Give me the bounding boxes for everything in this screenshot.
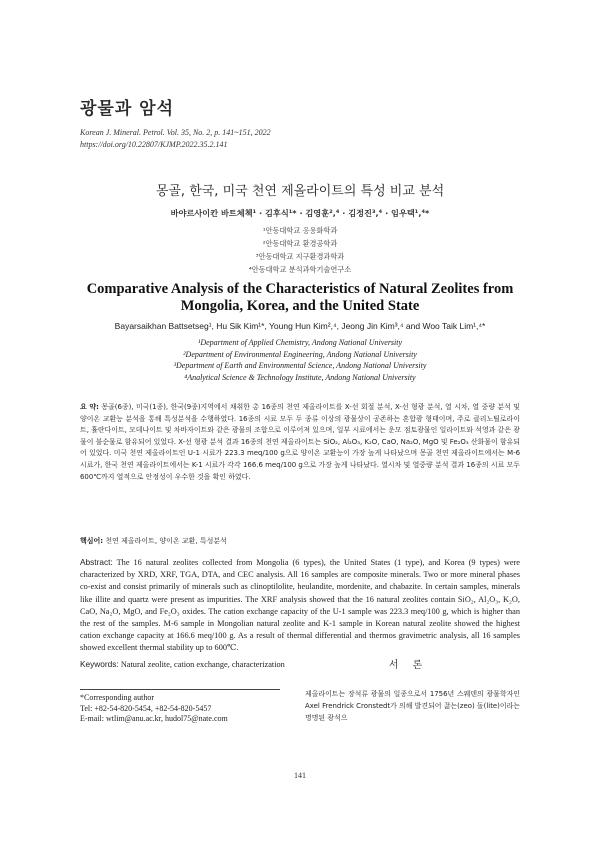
english-abstract-label: Abstract:: [80, 557, 113, 567]
korean-abstract-label: 요 약:: [80, 403, 99, 411]
korean-affiliation: ¹안동대학교 응용화학과: [262, 226, 338, 235]
footnote-email[interactable]: E-mail: wtlim@anu.ac.kr, hudol75@nate.com: [80, 714, 228, 723]
english-affiliation: ⁴Analytical Science & Technology Institute, Andong National University: [184, 372, 416, 382]
korean-abstract-text: 몽골(6종), 미국(1종), 한국(9종)지역에서 채취한 총 16종의 천연 제올라이트를 X-선 회절 분석, X-선 형광 분석, 열 시차, 열 중량 분석 및 양이온 교환능 분석을 통해 특성분석을 수행하였다. 16종의 시료 모두 두 종류 이상의 광물상이 공존하는 혼합광 형태이며, 주로 클리노틸로라이트, 휼란다이트, 모데나이트 및 차바자이트와 같은 광물의 조합으로 이루어져 있으며, 일부 시료에서는 운모 점토광물인 일라이트와 석영과 같은 광물이 불순물로 함유되어 있었다. X-선 형광 분석 결과 16종의 천연 제올라이트는 SiO₂, Al₂O₃, K₂O, CaO, Na₂O, MgO 및 Fe₂O₃ 산화물이 함유되어 있었다. 미국 천연 제올라이트인 U-1 시료가 223.3 meq/100 g으로 양이온 교환능이 가장 높게 나타났으며 몽골 천연 제올라이트에서는 M-6 시료가, 한국 천연 제올라이트에서는 K-1 시료가 각각 166.6 meq/100 g으로 가장 높게 나타났다. 열시차 및 열중량 분석 결과 16종의 시료 모두 600℃까지 열적으로 안정성이 우수한 것을 확인 하였다.: [80, 403, 520, 481]
journal-citation: [80, 127, 271, 151]
korean-affiliation: ²안동대학교 환경공학과: [262, 239, 338, 248]
journal-title: 광물과 암석: [80, 99, 175, 119]
english-keywords-text: Natural zeolite, cation exchange, characterization: [120, 660, 285, 669]
english-affiliation: ¹Department of Applied Chemistry, Andong National University: [197, 338, 403, 347]
korean-keywords-label: 핵심어:: [80, 537, 104, 545]
english-abstract: [80, 556, 520, 655]
introduction-text: 제올라이트는 장석류 광물의 일종으로서 1756년 스웨덴의 광물학자인 Axel Frendrick Cronstedt가 의해 발견되어 끓는(zeo) 돌(lite)이라는 명명된 광석으: [305, 690, 520, 722]
english-abstract-text: The 16 natural zeolites collected from Mongolia (6 types), the United States (1 type), and Korea (9 types) were characterized by XRD, XRF, TGA, DTA, and CEC analysis. All 16 samples are composite minerals. Two or more mineral phases co-exist and consist primarily of minerals such as clinoptilolite, heulandite, mordenite, and chabazite. In certain samples, minerals like illite and quartz were present as impurities. The XRF analysis showed that the 16 natural zeolites contain SiO₂, Al₂O₃, K₂O, CaO, Na₂O, MgO, and Fe₂O₃ oxides. The cation exchange capacity of the U-1 sample was 223.3 meq/100 g, which is higher than the rest of the samples. M-6 sample in Mongolian natural zeolite and K-1 sample in Korean natural zeolite showed the highest cation exchange capacity at 166.6 meq/100 g. As a result of thermal differential and thermos gravimetric analysis, all 16 samples showed excellent thermal stability up to 600℃.: [80, 558, 520, 653]
korean-title: 몽골, 한국, 미국 천연 제올라이트의 특성 비교 분석: [155, 184, 445, 199]
english-keywords-label: Keywords:: [80, 659, 119, 669]
english-affiliation: ³Department of Earth and Environmental Science, Andong National University: [173, 361, 427, 370]
citation-doi[interactable]: https://doi.org/10.22807/KJMP.2022.35.2.141: [80, 140, 228, 149]
korean-authors: 바야르사이칸 바트체첵¹ · 김후식¹* · 김영훈²,⁴ · 김정진³,⁴ · 임우택¹,⁴*: [170, 208, 430, 218]
page-number: 141: [294, 771, 306, 780]
english-authors: Bayarsaikhan Battsetseg¹, Hu Sik Kim¹*, Young Hun Kim²,⁴, Jeong Jin Kim³,⁴ and Woo Taik Lim¹,⁴*: [114, 321, 486, 331]
corresponding-author-footnote: [80, 693, 295, 725]
korean-keywords: [80, 536, 520, 546]
citation-volume: Korean J. Mineral. Petrol. Vol. 35, No. 2, p. 141~151, 2022: [80, 128, 271, 137]
english-title: Comparative Analysis of the Characteristics of Natural Zeolites from Mongolia, Korea, and the United State: [86, 281, 514, 314]
section-heading-introduction: 서론: [388, 660, 437, 671]
english-affiliation: ²Department of Environmental Engineering, Andong National University: [183, 349, 417, 359]
korean-affiliation: ³안동대학교 지구환경과학과: [255, 252, 345, 261]
korean-affiliation: ⁴안동대학교 분석과학기술연구소: [248, 265, 352, 274]
footnote-phone: Tel: +82-54-820-5454, +82-54-820-5457: [80, 703, 212, 713]
korean-abstract: [80, 402, 520, 483]
footnote-label: *Corresponding author: [80, 693, 154, 702]
english-affiliations: [0, 337, 600, 383]
footnote-divider: [80, 689, 280, 690]
korean-affiliations: [0, 224, 600, 276]
korean-keywords-text: 천연 제올라이트, 양이온 교환, 특성분석: [105, 537, 227, 545]
